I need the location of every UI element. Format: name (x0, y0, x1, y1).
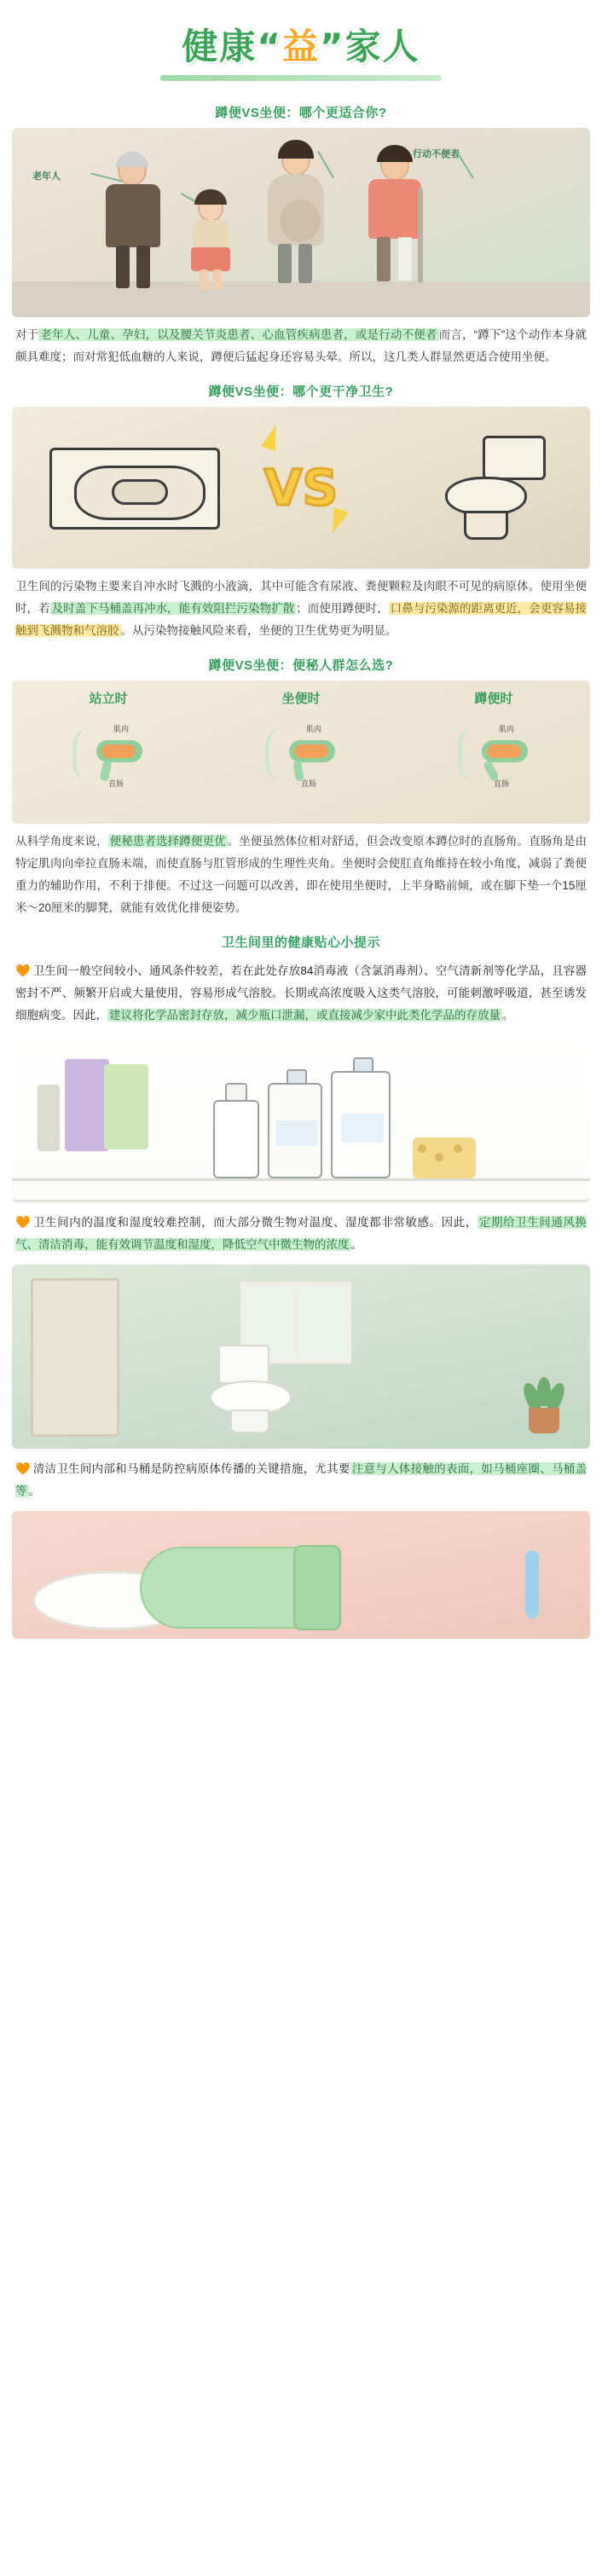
heart-icon-1: 🧡 (15, 964, 31, 977)
page-title (0, 0, 602, 90)
muscle-shape (96, 740, 142, 762)
bottle-cap-2 (353, 1057, 373, 1073)
section-heading-2-label: 蹲便VS坐便：哪个更干净卫生? (208, 385, 394, 399)
section-1-paragraph (15, 324, 587, 368)
towel-purple (65, 1059, 109, 1151)
heart-icon-3: 🧡 (15, 1462, 31, 1475)
tip-3 (15, 1457, 587, 1502)
section-2-paragraph (15, 576, 587, 642)
posture-title-squatting: 蹲便时 (474, 692, 513, 706)
p3-text-a: 从科学角度来说， (15, 835, 108, 848)
p1-text-b: 而言，“蹲下”这个动作本身就颇具难度；而对常犯低血糖的人来说，蹲便后猛起身还容易头晕。所以，这几类人群显然更适合使用坐便。 (15, 328, 588, 363)
tip3-highlight: 注意与人体接触的表面，如马桶座圈、马桶盖等 (15, 1462, 588, 1497)
p2-text-a: 卫生间的污染物主要来自冲水时飞溅的小液滴，其中可能含有尿液、粪便颗粒及肉眼不可见的病原体。使用坐便时，若 (15, 580, 587, 615)
squat-vs-sit-illustration (12, 407, 590, 569)
posture-title-sitting: 坐便时 (281, 692, 321, 706)
glove-cuff (293, 1545, 341, 1630)
tip1-text-b: 。 (502, 1009, 514, 1022)
plant-pot (529, 1408, 559, 1433)
room-toilet-base (230, 1410, 269, 1433)
label-rectum-standing: 直肠 (108, 779, 124, 788)
posture-comparison-illustration (12, 680, 590, 824)
label-elderly: 老年人 (32, 171, 61, 182)
rectum-shape-3 (487, 744, 521, 758)
posture-column-sitting (205, 680, 397, 824)
p1-highlight: 老年人、儿童、孕妇，以及腰关节炎患者、心血管疾病患者，或是行动不便者 (40, 328, 437, 341)
label-rectum-squatting: 直肠 (494, 779, 510, 788)
section-heading-3 (0, 656, 602, 674)
title-highlight: 益 (281, 26, 320, 67)
p3-highlight: 便秘患者选择蹲便更优 (109, 835, 226, 848)
towel-green (104, 1064, 148, 1149)
brush-handle (38, 1085, 60, 1151)
tip3-text-a: 清洁卫生间内部和马桶是防控病原体传播的关键措施，尤其要 (32, 1462, 350, 1475)
rubber-glove (140, 1547, 310, 1629)
person-child (181, 194, 242, 295)
vs-label: VS (263, 459, 339, 517)
section-heading-2 (0, 382, 602, 400)
section-heading-4-label: 卫生间里的健康贴心小提示 (221, 935, 380, 950)
p2-highlight-yellow: 口鼻与污染源的距离更近，会更容易接触到飞溅物和气溶胶 (15, 602, 588, 637)
bathroom-door (31, 1278, 119, 1437)
section-heading-3-label: 蹲便VS坐便：便秘人群怎么选? (208, 658, 394, 673)
label-muscle-standing: 肌肉 (113, 725, 130, 733)
posture-title-standing: 站立时 (89, 692, 128, 706)
squat-pan-icon (49, 448, 220, 530)
person-mobility-impaired (355, 150, 443, 295)
bathroom-window-illustration (12, 1265, 590, 1449)
toilet-base (464, 511, 508, 540)
p2-text-c: 。从污染物接触风险来看，坐便的卫生优势更为明显。 (120, 624, 397, 637)
rectum-shape (101, 744, 136, 758)
bottom-spacer (0, 1644, 602, 1653)
bottle-label-1 (276, 1120, 317, 1146)
posture-column-squatting (397, 680, 590, 824)
p2-highlight-green: 及时盖下马桶盖再冲水，能有效阻拦污染物扩散 (51, 602, 295, 615)
shelf-line (12, 1178, 590, 1181)
lightning-bolt-icon (261, 422, 283, 451)
person-elderly (94, 155, 172, 295)
heart-icon-2: 🧡 (15, 1215, 32, 1229)
potted-plant (520, 1360, 568, 1433)
bottle-cap-1 (287, 1069, 307, 1085)
gloved-hand-cleaning-illustration (12, 1511, 590, 1639)
bleach-bottle-1 (268, 1083, 322, 1178)
p3-text-b: 。坐便虽然体位相对舒适，但会改变原本蹲位时的直肠角。直肠角是由特定肌肉向牵拉直肠未端，而使直肠与肛管形成的生理性夹角。坐便时会使肛直角维持在较小角度，减弱了粪便重力的辅助作用，不利于排便。不过这一问题可以改善，即在使用坐便时，上半身略前倾，或在脚下垫一个15厘米～20厘米的脚凳，就能有效优化排便姿势。 (15, 835, 587, 914)
toilet-icon (440, 436, 549, 541)
label-mobility: 行动不便者 (413, 149, 460, 159)
toilet-tank (483, 436, 546, 480)
cleaning-supplies-illustration (12, 1035, 590, 1202)
crutch (418, 188, 423, 283)
rectum-shape-2 (294, 744, 328, 758)
tip1-text-a: 卫生间一般空间较小、通风条件较差，若在此处存放84消毒液（含氯消毒剂）、空气清新剂等化学品，且容器密封不严、频繁开启或大量使用，容易形成气溶胶。长期或高浓度吸入这类气溶胶，可能刺激呼吸道，甚至诱发细胞病变。因此， (15, 964, 587, 1022)
bottle-label-2 (341, 1114, 384, 1143)
tip-2 (15, 1211, 587, 1256)
person-pregnant (254, 145, 339, 295)
tip2-highlight: 定期给卫生间通风换气、清洁消毒，能有效调节温度和湿度，降低空气中微生物的浓度 (15, 1216, 588, 1251)
spray-bottle (213, 1100, 259, 1178)
tip1-highlight: 建议将化学品密封存放，减少瓶口泄漏，或直接减少家中此类化学品的存放量 (109, 1009, 501, 1022)
label-rectum-sitting: 直肠 (301, 779, 317, 788)
section-3-paragraph (15, 831, 587, 919)
tip-1 (15, 959, 587, 1027)
bleach-bottle-2 (331, 1071, 391, 1178)
muscle-shape-2 (289, 740, 335, 762)
family-illustration (12, 128, 590, 317)
tip2-text-b: 。 (350, 1238, 362, 1251)
label-muscle-squatting: 肌肉 (499, 725, 515, 733)
section-heading-1 (0, 103, 602, 121)
anatomy-standing (67, 725, 149, 788)
cleaning-brush (525, 1550, 539, 1618)
tip2-text-a: 卫生间内的温度和湿度较难控制，而大部分微生物对温度、湿度都非常敏感。因此， (33, 1216, 478, 1229)
p1-text-a: 对于 (15, 328, 39, 341)
anatomy-squatting (453, 725, 535, 788)
p2-text-b: ；而使用蹲便时， (296, 602, 389, 615)
section-heading-4 (0, 933, 602, 951)
tip3-text-b: 。 (28, 1485, 40, 1497)
toilet-in-room (210, 1345, 304, 1433)
arrow-mobility (455, 150, 474, 178)
section-heading-1-label: 蹲便VS坐便：哪个更适合你? (215, 106, 387, 120)
posture-column-standing (12, 680, 205, 824)
room-toilet-tank (218, 1345, 269, 1384)
muscle-shape-3 (482, 740, 528, 762)
title-underline (160, 75, 442, 81)
spray-nozzle (225, 1083, 247, 1102)
label-muscle-sitting: 肌肉 (306, 725, 322, 733)
sponge (413, 1137, 476, 1178)
anatomy-sitting (260, 725, 342, 788)
title-part2: ”家人 (320, 26, 420, 67)
title-part1: 健康“ (182, 26, 282, 67)
